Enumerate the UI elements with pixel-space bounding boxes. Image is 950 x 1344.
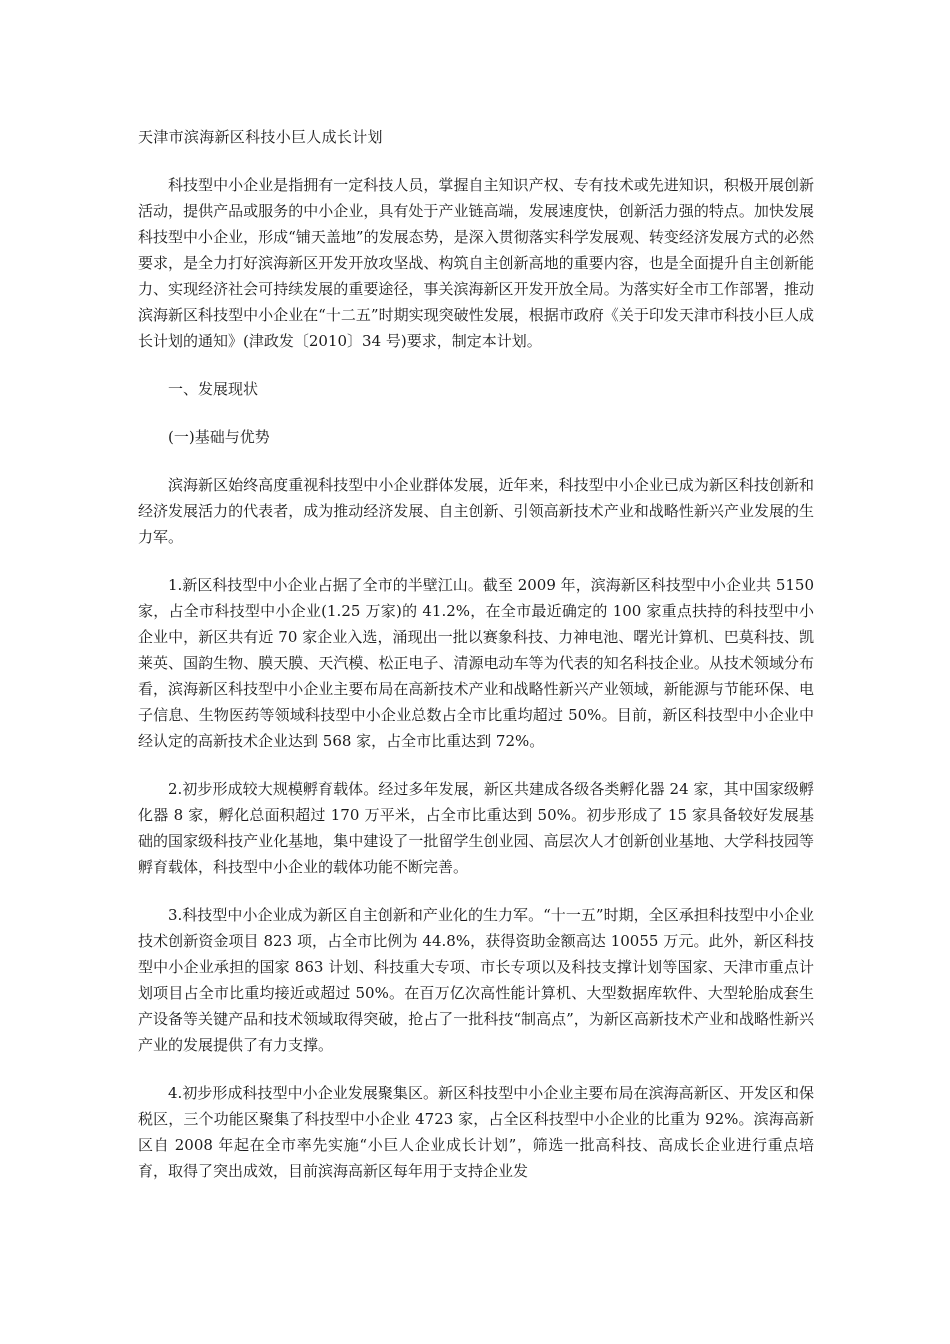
- subsection-heading-foundation-advantages: (一)基础与优势: [168, 428, 270, 446]
- point-3-paragraph: 3.科技型中小企业成为新区自主创新和产业化的生力军。“十一五”时期，全区承担科技型中小企业技术创新资金项目 823 项，占全市比例为 44.8%，获得资助金额高达 10055 万元。此外，新区科技型中小企业承担的国家 863 计划、科技重大专项、市长专项以及科技支撑计划等国家、天津市重点计划项目占全市比重均接近或超过 50%。在百万亿次高性能计算机、大型数据库软件、大型轮胎成套生产设备等关键产品和技术领域取得突破，抢占了一批科技“制高点”，为新区高新技术产业和战略性新兴产业的发展提供了有力支撑。: [138, 906, 814, 1054]
- document-body: [138, 124, 814, 1206]
- document-title: 天津市滨海新区科技小巨人成长计划: [138, 128, 383, 146]
- point-4-paragraph: 4.初步形成科技型中小企业发展聚集区。新区科技型中小企业主要布局在滨海高新区、开发区和保税区，三个功能区聚集了科技型中小企业 4723 家，占全区科技型中小企业的比重为 92%。滨海高新区自 2008 年起在全市率先实施“小巨人企业成长计划”，筛选一批高科技、高成长企业进行重点培育，取得了突出成效，目前滨海高新区每年用于支持企业发: [138, 1084, 814, 1180]
- point-2-paragraph: 2.初步形成较大规模孵育载体。经过多年发展，新区共建成各级各类孵化器 24 家，其中国家级孵化器 8 家，孵化总面积超过 170 万平米，占全市比重达到 50%。初步形成了 15 家具备较好发展基础的国家级科技产业化基地，集中建设了一批留学生创业园、高层次人才创新创业基地、大学科技园等孵育载体，科技型中小企业的载体功能不断完善。: [138, 780, 814, 876]
- section-heading-development-status: 一、发展现状: [168, 380, 259, 398]
- overview-paragraph: 滨海新区始终高度重视科技型中小企业群体发展，近年来，科技型中小企业已成为新区科技创新和经济发展活力的代表者，成为推动经济发展、自主创新、引领高新技术产业和战略性新兴产业发展的生力军。: [138, 476, 814, 546]
- intro-paragraph: 科技型中小企业是指拥有一定科技人员，掌握自主知识产权、专有技术或先进知识，积极开展创新活动，提供产品或服务的中小企业，具有处于产业链高端，发展速度快，创新活力强的特点。加快发展科技型中小企业，形成“铺天盖地”的发展态势，是深入贯彻落实科学发展观、转变经济发展方式的必然要求，是全力打好滨海新区开发开放攻坚战、构筑自主创新高地的重要内容，也是全面提升自主创新能力、实现经济社会可持续发展的重要途径，事关滨海新区开发开放全局。为落实好全市工作部署，推动滨海新区科技型中小企业在“十二五”时期实现突破性发展，根据市政府《关于印发天津市科技小巨人成长计划的通知》(津政发〔2010〕34 号)要求，制定本计划。: [138, 176, 814, 350]
- point-1-paragraph: 1.新区科技型中小企业占据了全市的半壁江山。截至 2009 年，滨海新区科技型中小企业共 5150 家，占全市科技型中小企业(1.25 万家)的 41.2%，在全市最近确定的 100 家重点扶持的科技型中小企业中，新区共有近 70 家企业入选，涌现出一批以赛象科技、力神电池、曙光计算机、巴莫科技、凯莱英、国韵生物、膜天膜、天汽模、松正电子、清源电动车等为代表的知名科技企业。从技术领域分布看，滨海新区科技型中小企业主要布局在高新技术产业和战略性新兴产业领域，新能源与节能环保、电子信息、生物医药等领域科技型中小企业总数占全市比重均超过 50%。目前，新区科技型中小企业中经认定的高新技术企业达到 568 家，占全市比重达到 72%。: [138, 576, 814, 750]
